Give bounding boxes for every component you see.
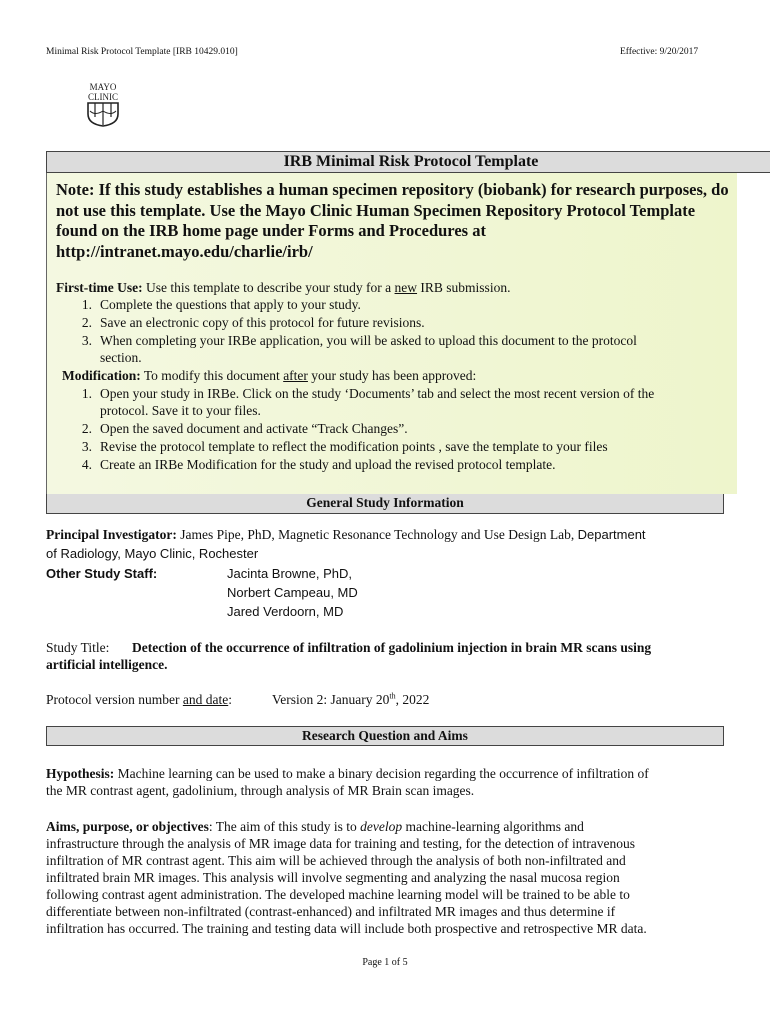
study-title-label: Study Title: [46, 640, 110, 655]
staff-member: Jacinta Browne, PhD, [227, 566, 353, 581]
modification-underlined: after [283, 368, 308, 383]
pi-label: Principal Investigator: [46, 527, 177, 542]
aims-line: differentiate between non-infiltrated (contrast-enhanced) and infiltrated MR images and thus determine if [46, 904, 616, 919]
list-item: Open your study in IRBe. Click on the study ‘Documents’ tab and select the most recent version of the [100, 386, 655, 401]
aims-text-b: machine-learning algorithms and [402, 819, 584, 834]
hypothesis-text: Machine learning can be used to make a binary decision regarding the occurrence of infiltration of [114, 766, 649, 781]
list-item: When completing your IRBe application, you will be asked to upload this document to the protocol [100, 333, 637, 348]
modification-label: Modification: [62, 368, 141, 383]
section-heading-research: Research Question and Aims [46, 726, 724, 746]
list-item: Open the saved document and activate “Track Changes”. [100, 421, 408, 436]
aims-label: Aims, purpose, or objectives [46, 819, 209, 834]
header-template-id: Minimal Risk Protocol Template [IRB 10429.010] [46, 47, 238, 57]
aims-text-a: : The aim of this study is to [208, 819, 361, 834]
first-time-use-line [56, 279, 510, 296]
mayo-clinic-logo [78, 81, 128, 127]
study-title-line2: artificial intelligence. [46, 657, 168, 672]
principal-investigator [46, 526, 646, 543]
page-number: Page 1 of 5 [362, 957, 408, 968]
list-item-continuation: section. [100, 350, 142, 365]
list-item-continuation: protocol. Save it to your files. [100, 403, 261, 418]
staff-member: Jared Verdoorn, MD [227, 604, 344, 619]
hypothesis-line1 [46, 765, 649, 782]
staff-label: Other Study Staff: [46, 566, 158, 581]
list-item: Save an electronic copy of this protocol for future revisions. [100, 315, 425, 330]
list-item: Complete the questions that apply to your study. [100, 297, 361, 312]
aims-line: infiltration has occurred. The training and testing data will include both prospective and retrospective MR data. [46, 921, 647, 936]
pi-dept: Department [577, 527, 646, 542]
logo-line2: CLINIC [88, 92, 118, 102]
aims-line: infiltrated brain MR images. This analysis will involve segmenting and analyzing the nasal mucosa region [46, 870, 620, 885]
version-label-a: Protocol version number [46, 692, 183, 707]
hypothesis-line2: the MR contrast agent, gadolinium, through analysis of MR Brain scan images. [46, 783, 475, 798]
section-heading-general: General Study Information [46, 494, 724, 514]
list-item: Revise the protocol template to reflect the modification points , save the template to your files [100, 439, 608, 454]
aims-line: following contrast agent administration. The developed machine learning model will be trained to be able to [46, 887, 630, 902]
first-time-label: First-time Use: [56, 280, 143, 295]
page-title: IRB Minimal Risk Protocol Template [46, 151, 770, 173]
modification-text-after: your study has been approved: [307, 368, 477, 383]
aims-line: infrastructure through the analysis of MR image data for training and testing, for the detection of intravenous [46, 836, 635, 851]
protocol-version-label [46, 691, 232, 708]
first-time-text-after: IRB submission. [417, 280, 511, 295]
aims-line1 [46, 818, 584, 835]
version-sup: th [389, 691, 396, 701]
version-label-c: : [228, 692, 232, 707]
first-time-text: Use this template to describe your study for a [142, 280, 395, 295]
aims-text-italic: develop [360, 819, 403, 834]
version-year: , 2022 [395, 692, 430, 707]
list-item: Create an IRBe Modification for the study and upload the revised protocol template. [100, 457, 556, 472]
version-value: Version 2: January 20 [272, 692, 390, 707]
modification-line [62, 367, 476, 384]
modification-text: To modify this document [140, 368, 284, 383]
protocol-version-value [272, 691, 429, 708]
study-title-line1: Detection of the occurrence of infiltration of gadolinium injection in brain MR scans using [132, 640, 652, 655]
staff-member: Norbert Campeau, MD [227, 585, 358, 600]
pi-affiliation: of Radiology, Mayo Clinic, Rochester [46, 546, 259, 561]
aims-line: infiltration of MR contrast agent. This aim will be achieved through the analysis of both non-infiltrated and [46, 853, 626, 868]
hypothesis-label: Hypothesis: [46, 766, 115, 781]
biobank-note: Note: If this study establishes a human specimen repository (biobank) for research purposes, do not use this template. Use the Mayo Clinic Human Specimen Repository Protocol Template found on the IRB home page under Forms and Procedures at http://intranet.mayo.edu/charlie/irb/ [56, 180, 729, 261]
logo-line1: MAYO [89, 82, 117, 92]
pi-name: James Pipe, PhD, Magnetic Resonance Technology and Use Design Lab, [176, 527, 578, 542]
first-time-underlined: new [394, 280, 418, 295]
header-effective-date: Effective: 9/20/2017 [620, 47, 699, 57]
version-label-b: and date [182, 692, 229, 707]
